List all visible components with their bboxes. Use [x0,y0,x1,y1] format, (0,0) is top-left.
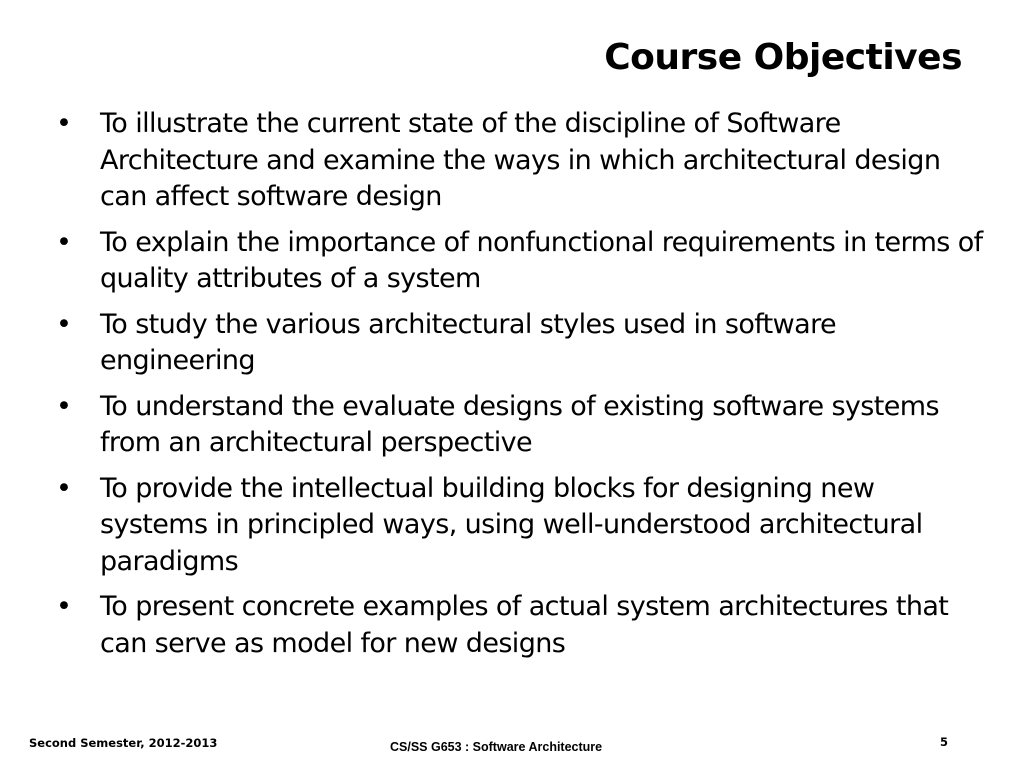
list-item [56,225,986,298]
list-item-text: To explain the importance of nonfunctional requirements in terms of quality attributes of a system [100,226,983,294]
slide-title: Course Objectives [604,37,962,78]
list-item [56,389,986,462]
page-number: 5 [940,735,949,749]
bullet-icon: • [56,390,72,422]
bullet-icon: • [56,226,72,258]
list-item [56,106,986,216]
list-item-text: To provide the intellectual building blocks for designing new systems in principled ways, using well-understood architectural paradigms [100,472,923,577]
objectives-list [56,106,986,671]
list-item-text: To understand the evaluate designs of existing software systems from an architectural perspective [100,390,939,458]
bullet-icon: • [56,108,72,139]
list-item [56,471,986,581]
list-item [56,589,986,662]
bullet-icon: • [56,308,72,340]
list-item-text: To study the various architectural styles used in software engineering [100,308,837,376]
bullet-icon: • [56,472,72,504]
list-item-text: To present concrete examples of actual system architectures that can serve as model for new designs [100,591,949,659]
list-item [56,307,986,380]
footer-course: CS/SS G653 : Software Architecture [390,740,603,754]
list-item-text: To illustrate the current state of the discipline of Software Architecture and examine the ways in which architectural design can affect software design [100,108,941,212]
bullet-icon: • [56,591,72,622]
footer-semester: Second Semester, 2012-2013 [29,736,218,750]
